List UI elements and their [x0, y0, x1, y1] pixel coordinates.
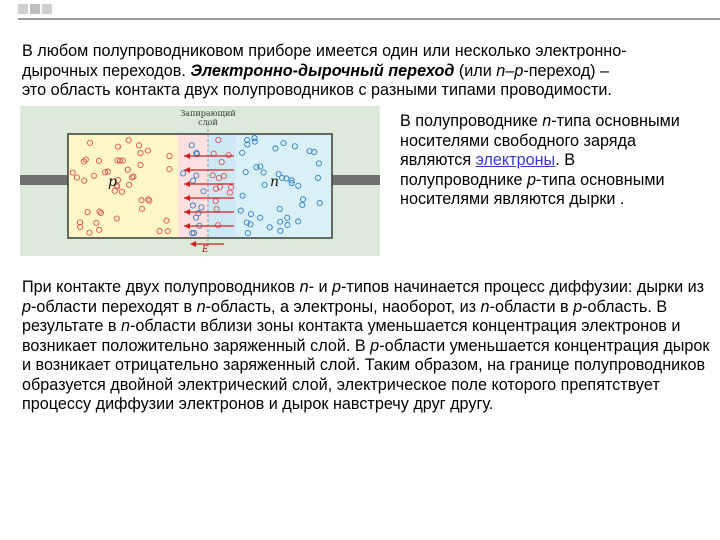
- intro-line2-pre: дырочных переходов.: [22, 61, 191, 80]
- body-text: -типов начинается процесс диффузии: дырки из: [341, 278, 705, 296]
- deco-square: [18, 4, 28, 14]
- side-n: n: [542, 112, 552, 130]
- pn-junction-diagram: [20, 106, 380, 256]
- body-text: -область, а электроны, наоборот, из: [205, 297, 481, 316]
- side-text: -типа основными носителями являются дырки .: [400, 170, 665, 208]
- body-n: n: [196, 297, 206, 316]
- p-region: [68, 134, 178, 238]
- side-text: В полупроводнике: [400, 112, 543, 130]
- intro-n: n: [496, 61, 506, 80]
- side-paragraph: [400, 112, 700, 210]
- e-label: E: [202, 245, 209, 255]
- right-lead: [332, 175, 380, 185]
- electrons-link[interactable]: электроны: [475, 151, 556, 169]
- body-n: n: [299, 278, 309, 296]
- side-text: -типа основными носителями свободного заряда являются: [400, 112, 680, 169]
- body-text: -области в: [489, 297, 574, 316]
- body-p: p: [370, 336, 380, 355]
- body-p: p: [22, 297, 32, 316]
- body-text: -область. В результате в: [22, 297, 668, 335]
- intro-line1: В любом полупроводниковом приборе имеется один или несколько электронно-: [22, 42, 627, 60]
- body-text: -области уменьшается концентрация дырок и возникает отрицательно заряженный слой. Таким образом, на границе полупроводников образуется двойной электрический слой, электрическое поле которого препятствует процессу диффузии электронов и дырок навстречу друг другу.: [22, 336, 710, 413]
- n-region: [236, 134, 332, 238]
- deco-line: [18, 18, 720, 20]
- intro-text: -переход) –: [523, 61, 610, 80]
- p-label: p: [108, 174, 117, 190]
- intro-p: p: [514, 61, 524, 80]
- layer-label-1: Запирающий: [180, 109, 236, 118]
- diffusion-paragraph: [22, 278, 712, 415]
- body-text: -области переходят в: [31, 297, 197, 316]
- intro-line3: это область контакта двух полупроводников с разными типами проводимости.: [22, 81, 612, 99]
- slide-decoration: [0, 0, 720, 40]
- side-p: p: [526, 170, 536, 189]
- deco-square: [42, 4, 52, 14]
- body-n: n: [480, 297, 490, 316]
- body-text: -области вблизи зоны контакта уменьшается концентрация электронов и возникает положительно заряженный слой. В: [22, 317, 681, 355]
- body-p: p: [573, 297, 583, 316]
- intro-paragraph: [22, 42, 702, 101]
- body-p: p: [332, 278, 342, 296]
- n-label: n: [270, 174, 280, 190]
- side-text: . В полупроводнике: [400, 151, 575, 189]
- intro-dash: –: [505, 61, 515, 80]
- pn-junction-figure: [20, 106, 380, 256]
- body-text: При контакте двух полупроводников: [22, 278, 300, 296]
- layer-label-2: слой: [198, 118, 218, 127]
- intro-text: (или: [454, 61, 497, 80]
- term-pn-junction: Электронно-дырочный переход: [190, 61, 455, 80]
- body-n: n: [120, 317, 130, 335]
- body-text: - и: [308, 278, 333, 296]
- depletion-p-side: [178, 134, 208, 238]
- deco-square: [30, 4, 40, 14]
- left-lead: [20, 175, 68, 185]
